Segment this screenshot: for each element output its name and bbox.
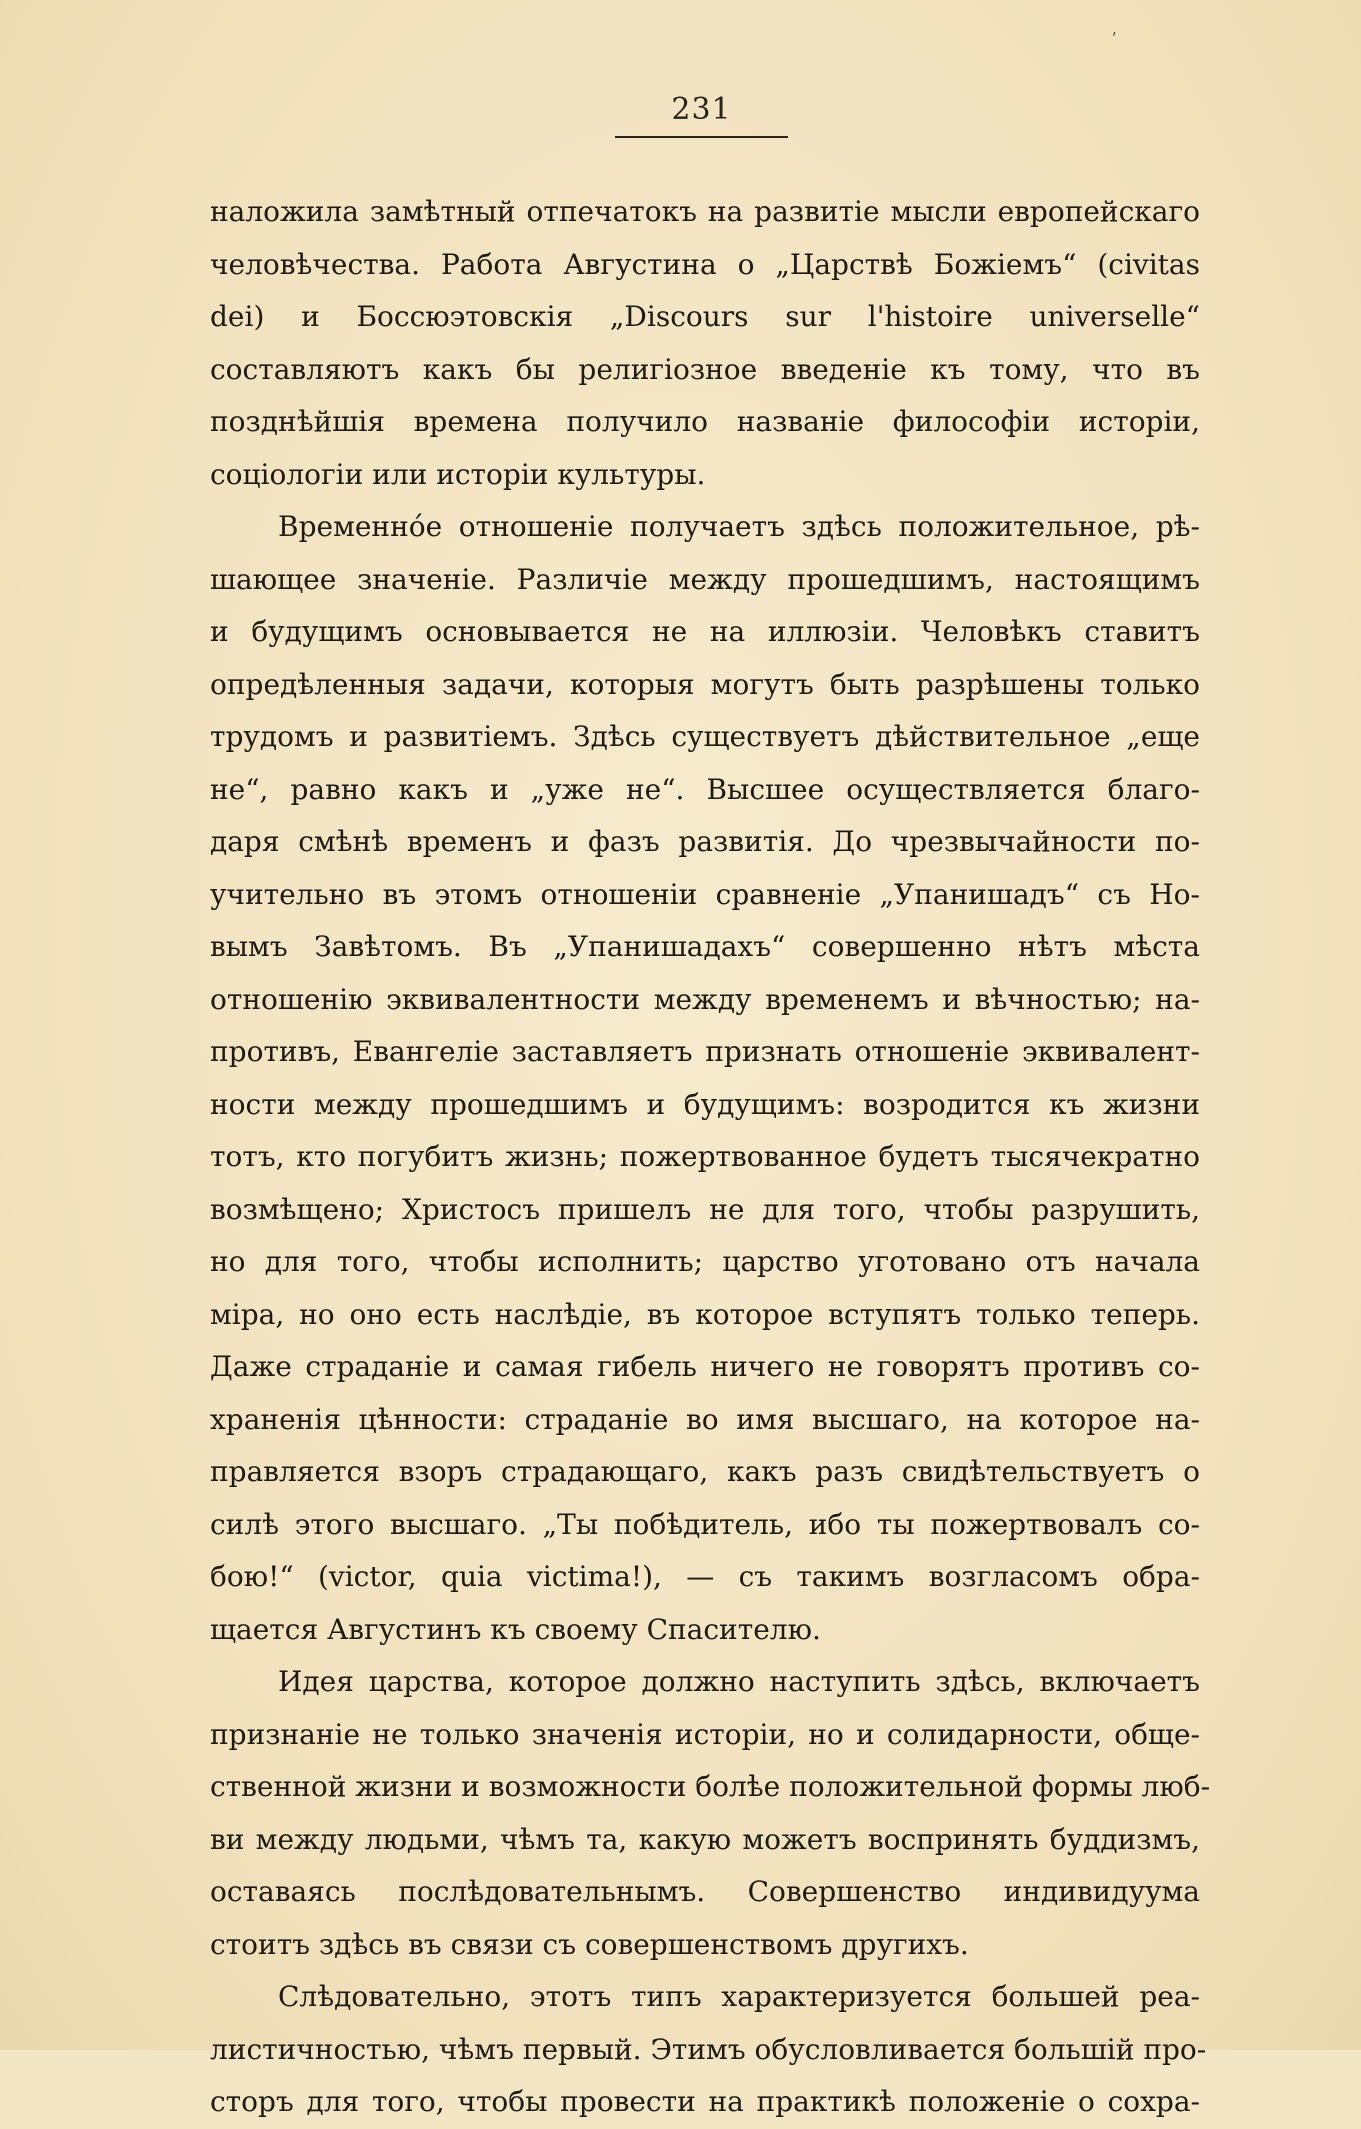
corner-mark: ´ [1108,29,1124,50]
text-line: составляютъ какъ бы религіозное введеніе къ тому, что въ [210,352,1200,386]
text-line: храненія цѣнности: страданіе во имя высшаго, на которое на- [210,1402,1200,1436]
text-line: противъ, Евангеліе заставляетъ признать отношеніе эквивалент- [210,1035,1200,1068]
text-line: шающее значеніе. Различіе между прошедшимъ, настоящимъ [210,562,1200,596]
text-line: тотъ, кто погубитъ жизнь; пожертвованное будетъ тысячекратно [210,1140,1200,1173]
text-line: міра, но оно есть наслѣдіе, въ которое вступятъ только теперь. [210,1297,1200,1331]
text-line: щается Августинъ къ своему Спасителю. [210,1612,821,1646]
text-line: Временнóе отношеніе получаетъ здѣсь положительное, рѣ- [278,510,1200,543]
body-text [210,186,1211,2129]
text-line: Слѣдовательно, этотъ типъ характеризуется большей реа- [278,1980,1200,2013]
text-line: но для того, чтобы исполнить; царство уготовано отъ начала [210,1245,1200,1278]
text-line: трудомъ и развитіемъ. Здѣсь существуетъ дѣйствительное „еще [210,720,1200,753]
text-line: dei) и Боссюэтовскія „Discours sur l'histoire universelle“ [210,300,1200,333]
text-line: отношенію эквивалентности между временемъ и вѣчностью; на- [210,982,1200,1016]
text-line: сторъ для того, чтобы провести на практикѣ положеніе о сохра- [210,2085,1200,2118]
text-line: ности между прошедшимъ и будущимъ: возродится къ жизни [210,1087,1200,1121]
text-line: позднѣйшія времена получило названіе философіи исторіи, [210,405,1200,438]
text-line: правляется взоръ страдающаго, какъ разъ свидѣтельствуетъ о [210,1455,1200,1488]
text-line: учительно въ этомъ отношеніи сравненіе „Упанишадъ“ съ Но- [210,877,1200,911]
text-line: Даже страданіе и самая гибель ничего не говорятъ противъ со- [210,1350,1200,1383]
text-line: признаніе не только значенія исторіи, но и солидарности, обще- [210,1717,1200,1751]
text-line: не“, равно какъ и „уже не“. Высшее осуществляется благо- [210,772,1200,806]
text-line: листичностью, чѣмъ первый. Этимъ обусловливается большій про- [210,2032,1207,2066]
page-number: 231 [671,92,732,127]
text-line: возмѣщено; Христосъ пришелъ не для того, чтобы разрушить, [210,1192,1200,1226]
text-line: вымъ Завѣтомъ. Въ „Упанишадахъ“ совершенно нѣтъ мѣста [210,930,1200,963]
text-line: Идея царства, которое должно наступить здѣсь, включаетъ [278,1665,1200,1698]
text-line: наложила замѣтный отпечатокъ на развитіе мысли европейскаго [210,195,1200,228]
text-line: ви между людьми, чѣмъ та, какую можетъ воспринять буддизмъ, [210,1822,1200,1856]
text-line: силѣ этого высшаго. „Ты побѣдитель, ибо ты пожертвовалъ со- [210,1507,1200,1541]
text-line: ственной жизни и возможности болѣе положительной формы люб- [210,1770,1211,1803]
text-line: бою!“ (victor, quia victima!), — съ такимъ возгласомъ обра- [210,1560,1200,1593]
page-number-rule [615,136,788,138]
text-line: и будущимъ основывается не на иллюзіи. Человѣкъ ставитъ [210,615,1200,648]
text-line: соціологіи или исторіи культуры. [210,457,706,491]
text-line: стоитъ здѣсь въ связи съ совершенствомъ другихъ. [210,1927,969,1961]
text-line: опредѣленныя задачи, которыя могутъ быть разрѣшены только [210,667,1200,701]
text-line: оставаясь послѣдовательнымъ. Совершенство индивидуума [210,1875,1200,1908]
text-line: даря смѣнѣ временъ и фазъ развитія. До чрезвычайности по- [210,825,1200,858]
text-line: человѣчества. Работа Августина о „Царствѣ Божіемъ“ (civitas [210,247,1200,281]
